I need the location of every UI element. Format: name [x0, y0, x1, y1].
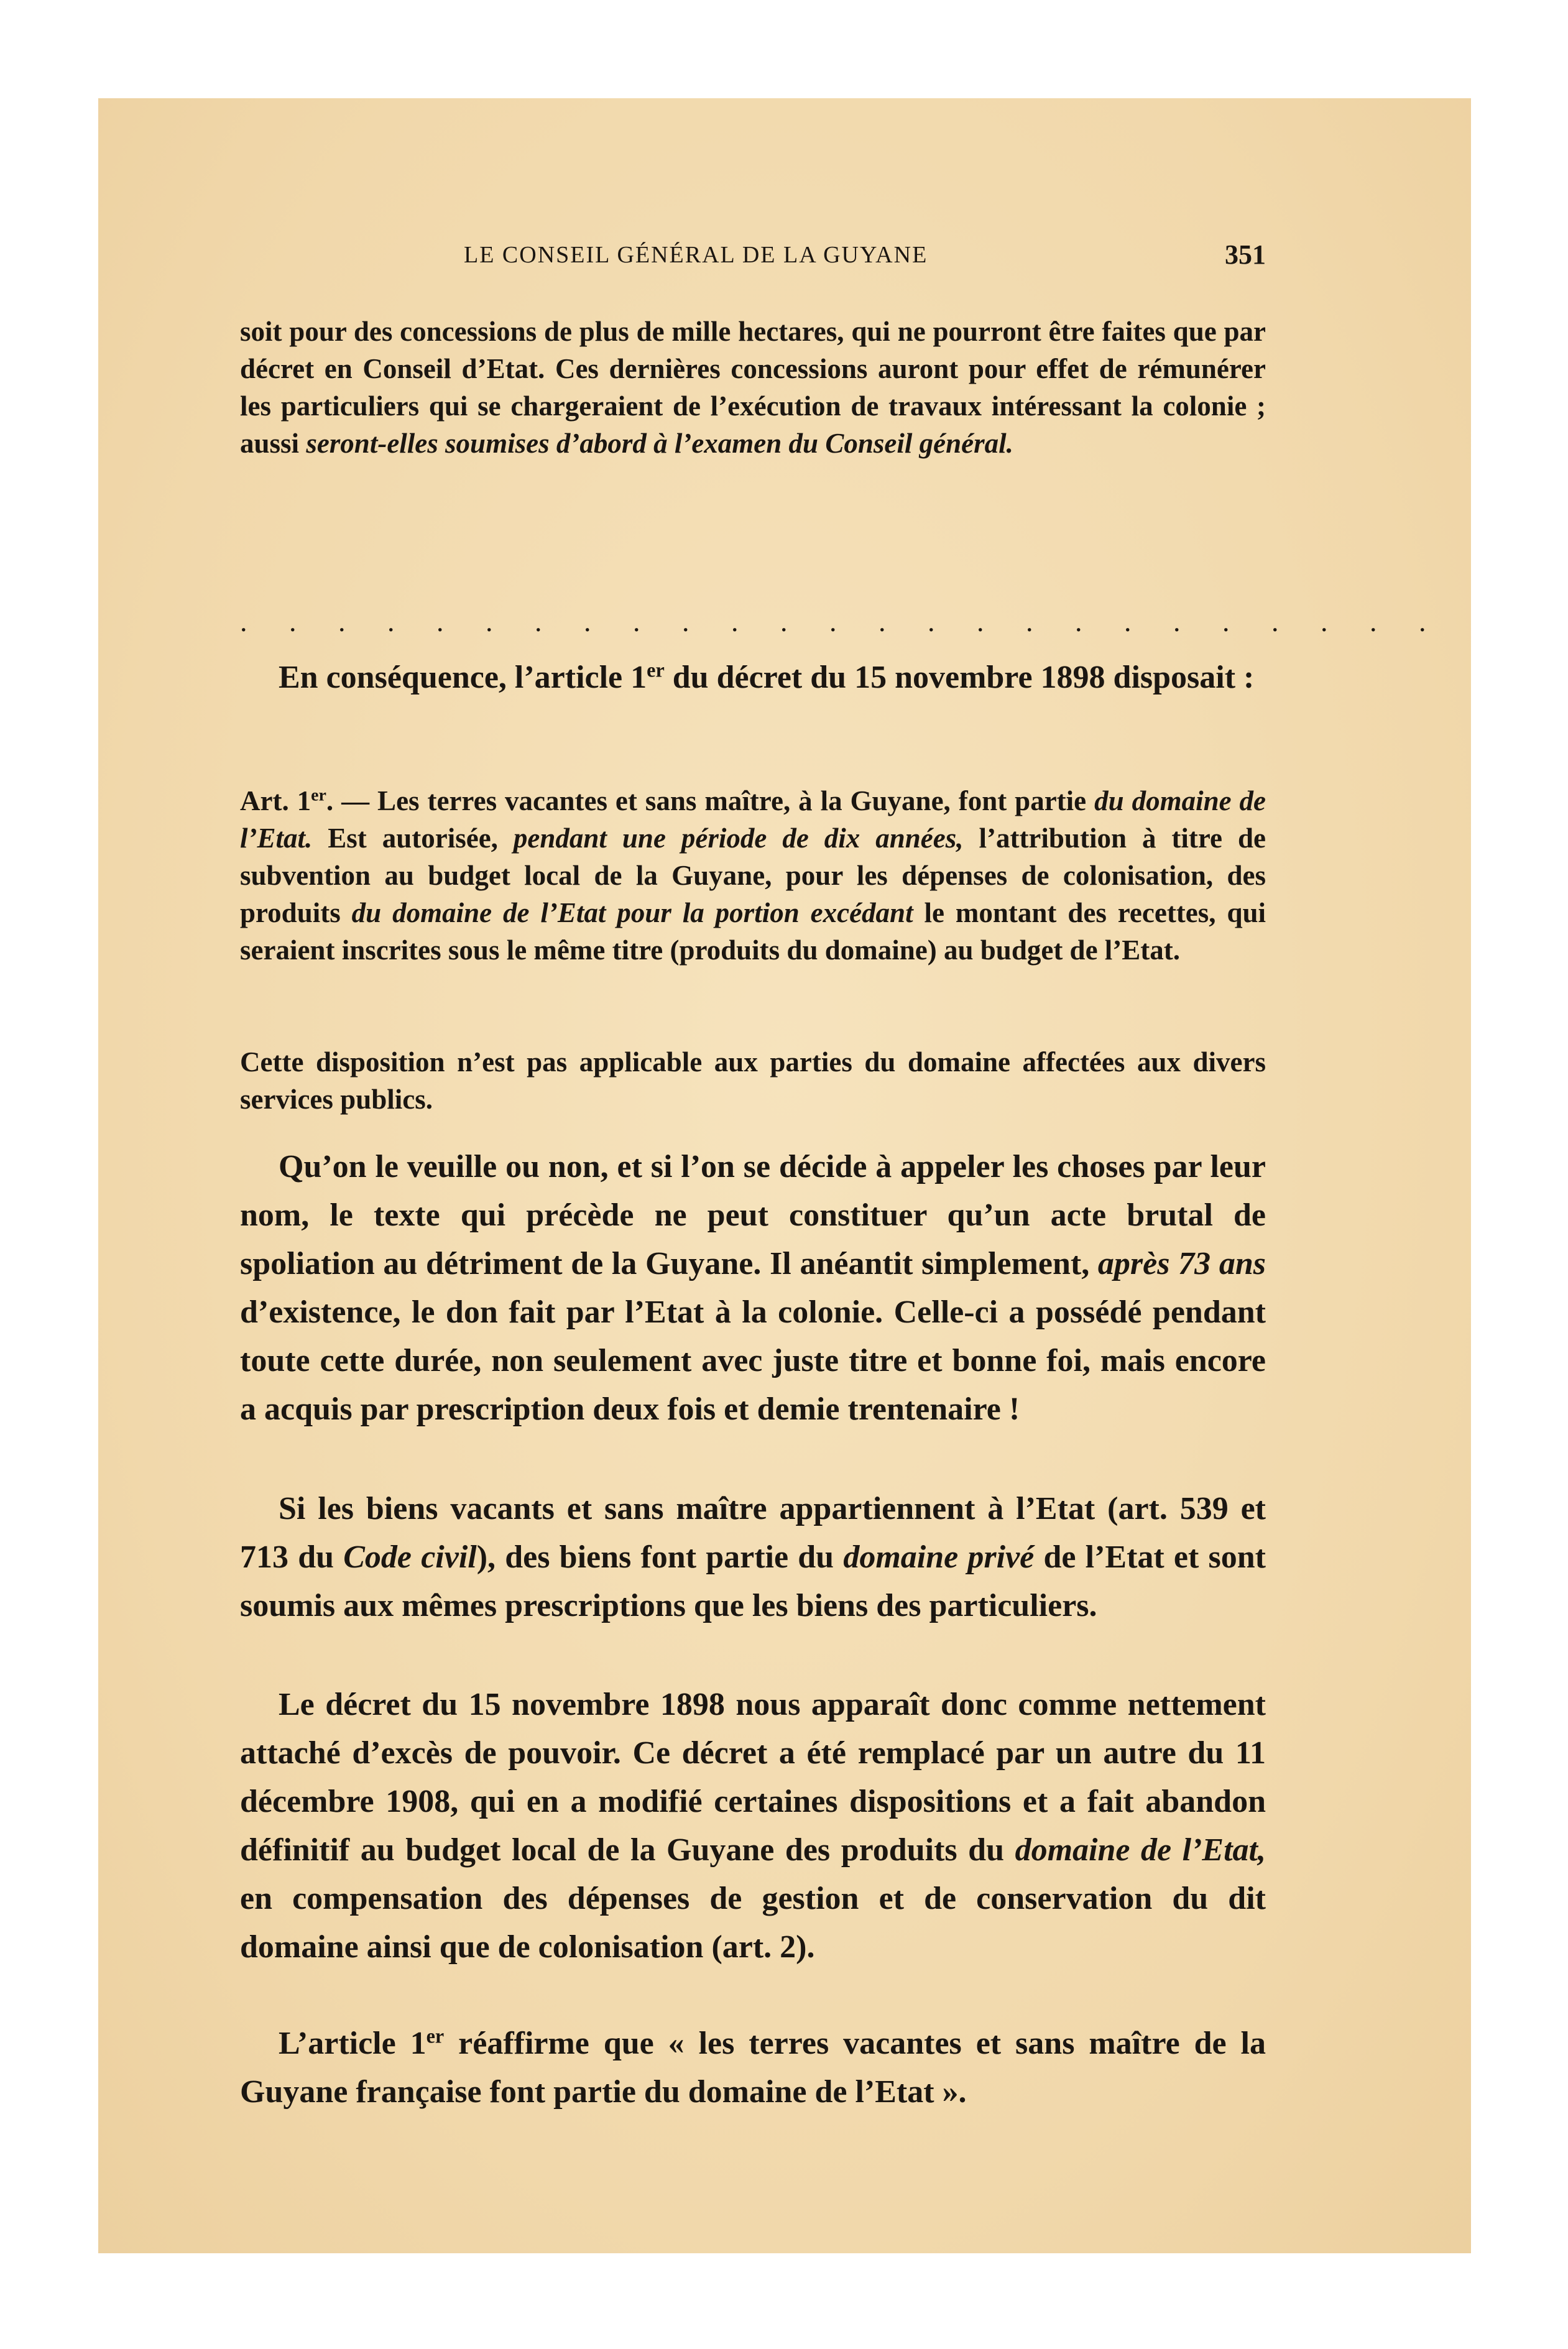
paragraph-spoliation — [240, 1143, 1266, 1434]
ellipsis-divider: . . . . . . . . . . . . . . . . . . . . . . . . . — [240, 606, 1444, 637]
text-run: Est autorisée, — [312, 823, 514, 854]
quote-article-1-second: Cette disposition n’est pas applicable aux parties du domaine affectées aux divers services publics. — [240, 1046, 1266, 1115]
text-run: Le décret du 15 novembre 1898 nous apparaît donc comme nettement attaché d’excès de pouvoir. Ce décret a été remplacé par un autre du 11 décembre 1908, qui en a modifié certaines dispositions et a fait abandon définitif au budget local de la Guyane des produits du — [240, 1687, 1266, 1868]
superscript: er — [647, 658, 665, 681]
text-run: l’attribution à titre de subvention au budget local de la Guyane, pour les dépenses de colonisation, des produits — [240, 823, 1266, 928]
text-run: ), des biens font partie du — [476, 1539, 844, 1575]
page-number: 351 — [1225, 239, 1266, 270]
paragraph-intro — [240, 653, 1266, 702]
text-run: Qu’on le veuille ou non, et si l’on se décide à appeler les choses par leur nom, le texte qui précède ne peut constituer qu’un acte brutal de spoliation au détriment de la Guyane. Il anéantit simplement, — [240, 1149, 1266, 1281]
italic-run: Code civil — [343, 1539, 477, 1575]
quote-text: soit pour des concessions de plus de mille hectares, qui ne pourront être faites que par décret en Conseil d’Etat. Ces dernières concessions auront pour effet de rémunérer les particuliers qui se chargeraient de l’exécution de travaux intéressant la colonie ; aussi — [240, 316, 1266, 459]
italic-run: du domaine de l’Etat. — [240, 785, 1266, 854]
running-title: LE CONSEIL GÉNÉRAL DE LA GUYANE — [464, 242, 928, 268]
superscript: er — [311, 785, 326, 805]
text-run: de l’Etat et sont soumis aux mêmes prescriptions que les biens des particuliers. — [240, 1539, 1266, 1623]
text-run: . — Les terres vacantes et sans maître, à la Guyane, font partie — [326, 785, 1095, 816]
paragraph-biens-vacants — [240, 1485, 1266, 1630]
italic-run: du domaine de l’Etat pour la portion excédant — [351, 897, 913, 928]
paragraph-article-1-reaffirme — [240, 2019, 1266, 2116]
text-run: du décret du 15 novembre 1898 disposait : — [664, 660, 1255, 695]
quote-decree-excerpt — [240, 313, 1266, 462]
text-run: L’article 1 — [279, 2026, 427, 2061]
italic-run: domaine de l’Etat, — [1015, 1832, 1266, 1868]
text-run: réaffirme que « les terres vacantes et sans maître de la Guyane française font partie du domaine de l’Etat ». — [240, 2026, 1266, 2110]
paragraph-decret-1898 — [240, 1681, 1266, 1972]
running-head — [240, 241, 1266, 279]
italic-run: après 73 ans — [1097, 1246, 1266, 1281]
text-run: en compensation des dépenses de gestion et de conservation du dit domaine ainsi que de colonisation (art. 2). — [240, 1881, 1266, 1965]
italic-run: pendant une période de dix années, — [513, 823, 964, 854]
article-label: Art. 1 — [240, 785, 311, 816]
text-run: d’existence, le don fait par l’Etat à la colonie. Celle-ci a possédé pendant toute cette durée, non seulement avec juste titre et bonne foi, mais encore a acquis par prescription deux fois et demie trentenaire ! — [240, 1294, 1266, 1427]
text-run: le montant des recettes, qui seraient inscrites sous le même titre (produits du domaine) au budget de l’Etat. — [240, 897, 1266, 966]
book-page — [98, 98, 1471, 2253]
quote-article-1 — [240, 782, 1266, 969]
quote-italic-text: seront-elles soumises d’abord à l’examen du Conseil général. — [306, 428, 1013, 459]
superscript: er — [426, 2024, 445, 2047]
text-run: Si les biens vacants et sans maître appartiennent à l’Etat (art. 539 et 713 du — [240, 1491, 1266, 1575]
text-run: En conséquence, l’article 1 — [279, 660, 647, 695]
italic-run: domaine privé — [843, 1539, 1035, 1575]
